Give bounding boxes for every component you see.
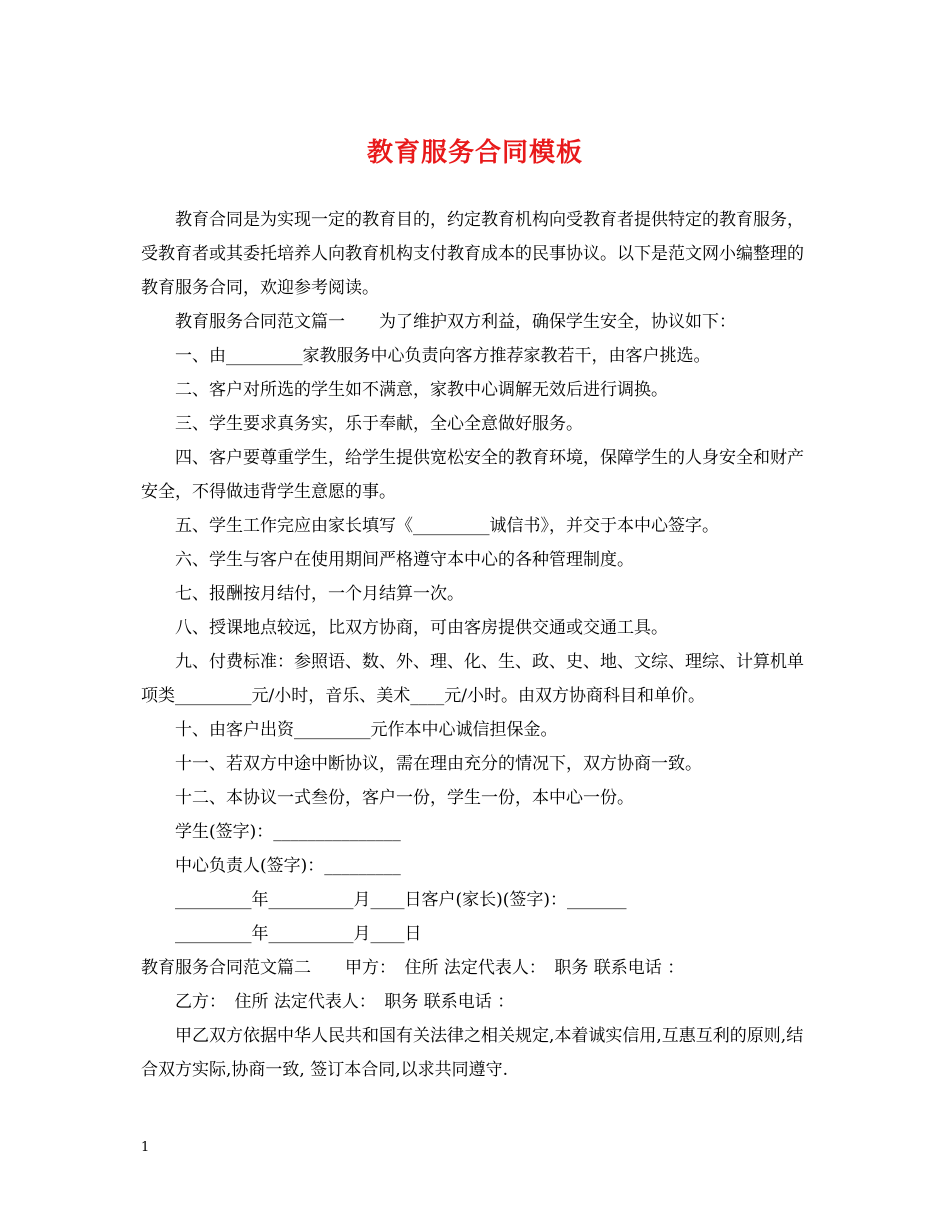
clause-10: 十、由客户出资_________元作本中心诚信担保金。 [175,720,558,740]
clause-1: 一、由_________家教服务中心负责向客方推荐家教若干，由客户挑选。 [175,346,711,366]
clause-2: 二、客户对所选的学生如不满意，家教中心调解无效后进行调换。 [175,380,668,400]
document-body [141,203,811,1087]
date-line: _________年__________月____日 [175,924,422,944]
clause-11: 十一、若双方中途中断协议，需在理由充分的情况下，双方协商一致。 [175,754,702,774]
date-client-signature-line: _________年__________月____日客户(家长)(签字)：_______ [175,890,627,910]
clause-7: 七、报酬按月结付，一个月结算一次。 [175,584,464,604]
agreement-paragraph: 甲乙双方依据中华人民共和国有关法律之相关规定,本着诚实信用,互惠互利的原则,结合双方实际,协商一致, 签订本合同,以求共同遵守. [141,1026,804,1080]
clause-3: 三、学生要求真务实，乐于奉献，全心全意做好服务。 [175,414,583,434]
clause-4: 四、客户要尊重学生，给学生提供宽松安全的教育环境，保障学生的人身安全和财产安全，不得做违背学生意愿的事。 [141,448,804,502]
party-b-line: 乙方： 住所 法定代表人： 职务 联系电话 ： [175,992,515,1012]
center-signature-line: 中心负责人(签字)：_________ [175,856,401,876]
clause-5: 五、学生工作完应由家长填写《_________诚信书》，并交于本中心签字。 [175,516,719,536]
clause-9: 九、付费标准：参照语、数、外、理、化、生、政、史、地、文综、理综、计算机单项类_________元/小时，音乐、美术____元/小时。由双方协商科目和单价。 [141,652,804,706]
clause-6: 六、学生与客户在使用期间严格遵守本中心的各种管理制度。 [175,550,634,570]
clause-8: 八、授课地点较远，比双方协商，可由客房提供交通或交通工具。 [175,618,668,638]
document-title: 教育服务合同模板 [366,138,583,168]
clause-12: 十二、本协议一式叁份，客户一份，学生一份，本中心一份。 [175,788,634,808]
intro-paragraph: 教育合同是为实现一定的教育目的，约定教育机构向受教育者提供特定的教育服务，受教育者或其委托培养人向教育机构支付教育成本的民事协议。以下是范文网小编整理的教育服务合同，欢迎参考阅读。 [141,210,804,298]
student-signature-line: 学生(签字)：_______________ [175,822,401,842]
page-number: 1 [141,1140,150,1155]
section-one-heading: 教育服务合同范文篇一 为了维护双方利益，确保学生安全，协议如下： [175,312,736,332]
section-two-heading: 教育服务合同范文篇二 甲方： 住所 法定代表人： 职务 联系电话 ： [141,958,685,978]
